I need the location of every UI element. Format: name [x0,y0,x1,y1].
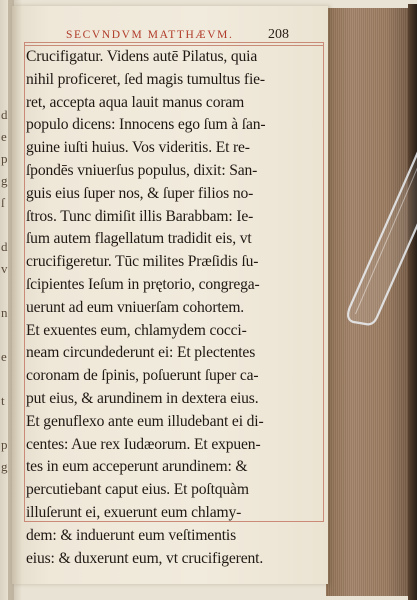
left-page-fragment: d [1,239,8,254]
left-page-fragment: ſ [1,195,5,210]
book-edge-shadow [408,4,417,600]
left-page-fragment: d [1,107,8,122]
frame-rule-left [24,42,25,522]
body-text [26,46,322,570]
left-page-fragment: p [1,437,8,452]
frame-rule-right [323,42,324,522]
left-page-fragment: g [1,173,8,188]
text-line: dem: & induerunt eum veſtimentis [26,526,237,544]
text-line: centes: Aue rex Iudæorum. Et expuen- [26,435,261,453]
text-line: populo dicens: Innocens ego ſum à ſan- [26,116,266,134]
left-page-fragment: t [1,393,5,408]
text-line: Crucifigatur. Videns autē Pilatus, quia [26,48,258,65]
running-head: SECVNDVM MATTHÆVM. [66,29,234,41]
text-line: illuſerunt ei, exuerunt eum chlamy- [26,503,242,521]
gutter-shadow [8,0,22,600]
text-line: ſpondēs vniuerſus populus, dixit: San- [26,161,258,179]
text-line: ſtros. Tunc dimiſit illis Barabbam: Ie- [26,207,254,225]
text-line: percutiebant caput eius. Et poſtquàm [26,481,249,499]
text-line: put eius, & arundinem in dextera eius. [26,389,259,407]
text-line: Et genuflexo ante eum illudebant ei di- [26,412,264,430]
text-line: tes in eum acceperunt arundinem: & [26,458,248,476]
left-page-fragment: g [1,459,8,474]
text-line: neam circundederunt ei: Et plectentes [26,344,256,362]
page-number: 208 [268,27,289,42]
left-page-fragment: n [1,305,8,320]
text-line: coronam de ſpinis, poſuerunt ſuper ca- [26,367,259,385]
left-page-fragment: v [1,261,8,276]
text-line: eius: & duxerunt eum, vt crucifigerent. [26,549,264,567]
text-line: ſum autem flagellatum tradidit eis, vt [26,230,252,248]
text-line: uerunt ad eum vniuerſam cohortem. [26,298,245,316]
text-line: ſcipientes Ieſum in prętorio, congrega- [26,275,260,293]
left-page-fragment: e [1,129,7,144]
text-line: guine iuſti huius. Vos videritis. Et re- [26,139,250,157]
left-page-fragment: e [1,349,7,364]
text-line: nihil proficeret, ſed magis tumultus fie- [26,70,265,88]
book-fore-edge [326,8,413,596]
left-page-fragment: p [1,151,8,166]
text-line: ret, accepta aqua lauit manus coram [26,93,245,111]
text-line: Et exuentes eum, chlamydem cocci- [26,321,247,339]
text-line: guis eius ſuper nos, & ſuper filios no- [26,184,254,202]
text-line: crucifigeretur. Tūc milites Præſidis ſu- [26,253,259,271]
